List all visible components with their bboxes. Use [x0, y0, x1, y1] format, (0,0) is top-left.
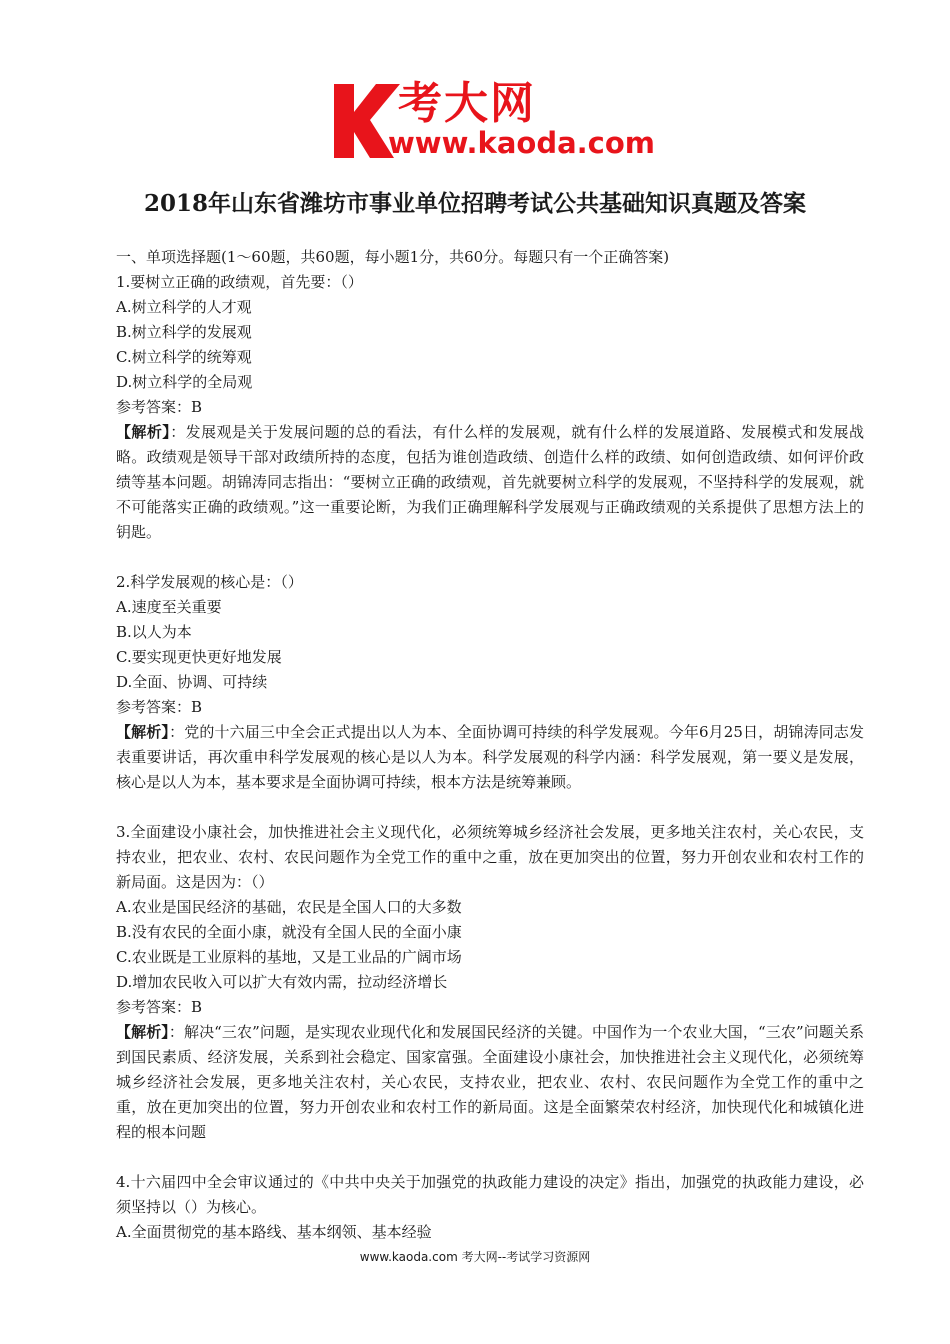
exam-content [116, 245, 864, 1245]
analysis [116, 1020, 864, 1145]
logo-url: www.kaoda.com [388, 126, 655, 160]
option-a: A.全面贯彻党的基本路线、基本纲领、基本经验 [116, 1223, 432, 1241]
page-title: 2018年山东省潍坊市事业单位招聘考试公共基础知识真题及答案 [143, 190, 806, 217]
question-4 [116, 1170, 864, 1245]
option-c: C.农业既是工业原料的基地，又是工业品的广阔市场 [116, 948, 462, 966]
question-3 [116, 820, 864, 1145]
answer: 参考答案：B [116, 398, 203, 416]
analysis-text: ：解决“三农”问题，是实现农业现代化和发展国民经济的关键。中国作为一个农业大国，“三农”问题关系到国民素质、经济发展，关系到社会稳定、国家富强。全面建设小康社会，加快推进社会主义现代化，必须统筹城乡经济社会发展，更多地关注农村，关心农民，支持农业，把农业、农村、农民问题作为全党工作的重中之重，放在更加突出的位置，努力开创农业和农村工作的新局面。这是全面繁荣农村经济，加快现代化和城镇化进程的根本问题 [116, 1023, 864, 1141]
option-b: B.以人为本 [116, 623, 192, 641]
option-d: D.全面、协调、可持续 [116, 673, 268, 691]
analysis [116, 420, 864, 545]
question-1 [116, 270, 864, 545]
answer: 参考答案：B [116, 698, 203, 716]
logo-brand: 考大网 [398, 78, 536, 129]
section-header: 一、单项选择题(1～60题，共60题，每小题1分，共60分。每题只有一个正确答案) [116, 248, 670, 266]
analysis-text: ：发展观是关于发展问题的总的看法，有什么样的发展观，就有什么样的发展道路、发展模式和发展战略。政绩观是领导干部对政绩所持的态度，包括为谁创造政绩、创造什么样的政绩、如何创造政绩、如何评价政绩等基本问题。胡锦涛同志指出：“要树立正确的政绩观，首先就要树立科学的发展观，不坚持科学的发展观，就不可能落实正确的政绩观。”这一重要论断，为我们正确理解科学发展观与正确政绩观的关系提供了思想方法上的钥匙。 [116, 423, 864, 541]
option-d: D.树立科学的全局观 [116, 373, 253, 391]
question-stem: 3.全面建设小康社会，加快推进社会主义现代化，必须统筹城乡经济社会发展，更多地关注农村，关心农民，支持农业，把农业、农村、农民问题作为全党工作的重中之重，放在更加突出的位置，努力开创农业和农村工作的新局面。这是因为：（） [116, 823, 864, 891]
analysis-label: 【解析】 [116, 423, 171, 441]
analysis-label: 【解析】 [116, 1023, 169, 1041]
option-c: C.要实现更快更好地发展 [116, 648, 282, 666]
question-stem: 4.十六届四中全会审议通过的《中共中央关于加强党的执政能力建设的决定》指出，加强党的执政能力建设，必须坚持以（）为核心。 [116, 1173, 864, 1216]
question-stem: 1.要树立正确的政绩观，首先要：（） [116, 273, 363, 291]
question-2 [116, 570, 864, 795]
analysis-label: 【解析】 [116, 723, 170, 741]
option-c: C.树立科学的统筹观 [116, 348, 252, 366]
analysis [116, 720, 864, 795]
option-b: B.树立科学的发展观 [116, 323, 252, 341]
option-a: A.树立科学的人才观 [116, 298, 252, 316]
question-stem: 2.科学发展观的核心是：（） [116, 573, 303, 591]
option-a: A.速度至关重要 [116, 598, 222, 616]
option-a: A.农业是国民经济的基础，农民是全国人口的大多数 [116, 898, 462, 916]
option-b: B.没有农民的全面小康，就没有全国人民的全面小康 [116, 923, 462, 941]
kaoda-logo [330, 78, 655, 164]
option-d: D.增加农民收入可以扩大有效内需，拉动经济增长 [116, 973, 448, 991]
page-footer: www.kaoda.com 考大网--考试学习资源网 [359, 1250, 591, 1264]
analysis-text: ：党的十六届三中全会正式提出以人为本、全面协调可持续的科学发展观。今年6月25日，胡锦涛同志发表重要讲话，再次重申科学发展观的核心是以人为本。科学发展观的科学内涵：科学发展观，第一要义是发展，核心是以人为本，基本要求是全面协调可持续，根本方法是统筹兼顾。 [116, 723, 864, 791]
answer: 参考答案：B [116, 998, 203, 1016]
